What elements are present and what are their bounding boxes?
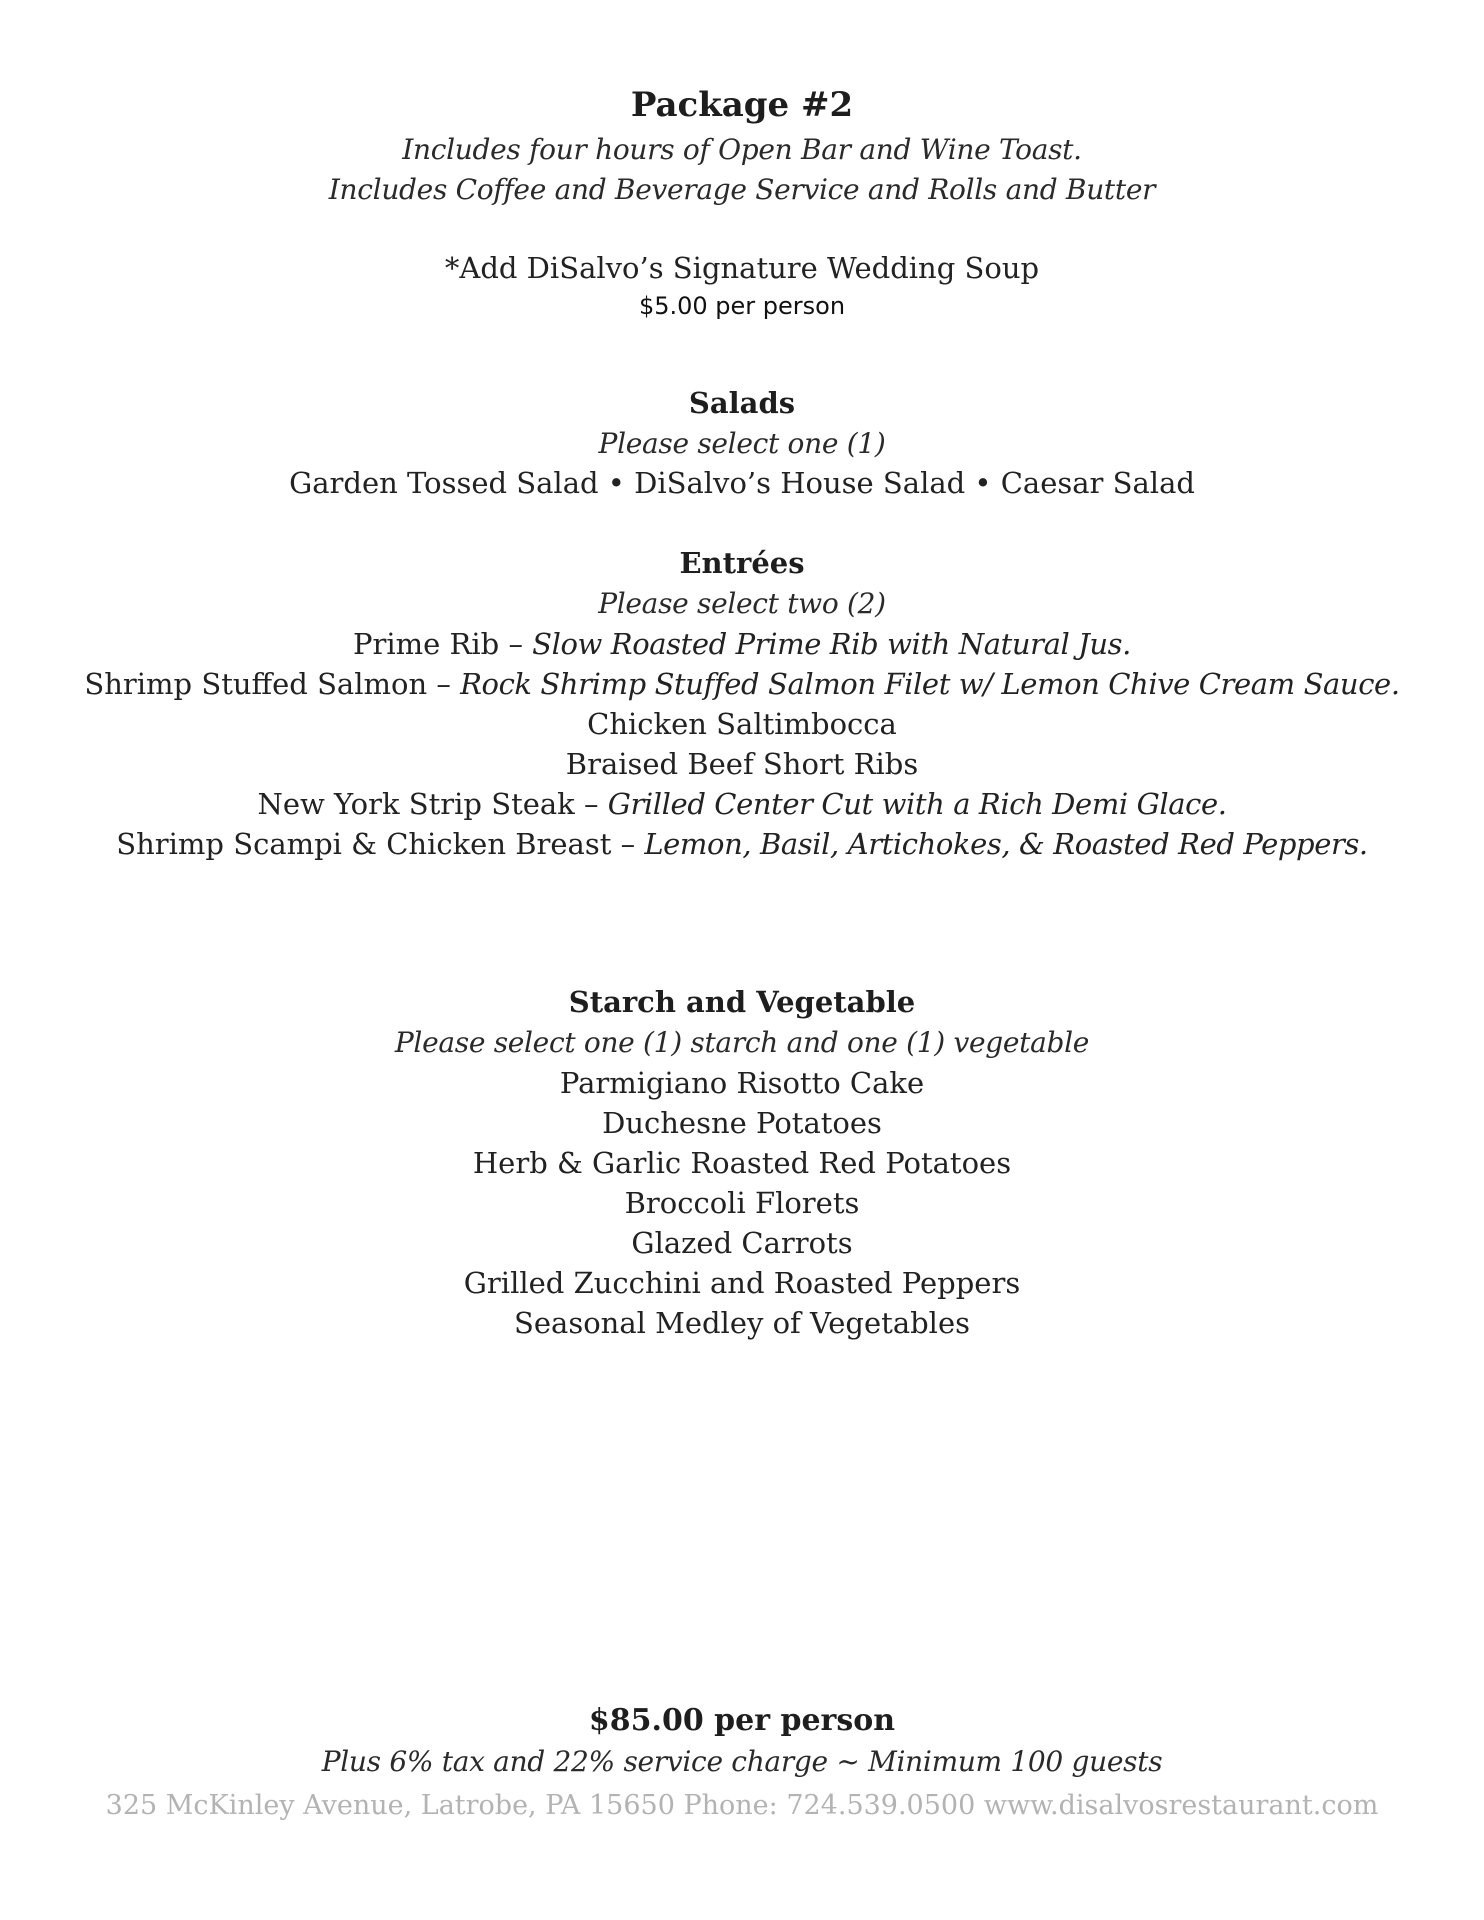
entree-description: Slow Roasted Prime Rib with Natural Jus.	[532, 627, 1131, 661]
salad-options: Garden Tossed Salad • DiSalvo’s House Salad • Caesar Salad	[289, 466, 1195, 500]
package-price: $85.00 per person	[588, 1703, 896, 1738]
entree-item	[0, 627, 1484, 661]
package-title: Package #2	[630, 85, 854, 125]
sides-heading: Starch and Vegetable	[568, 985, 916, 1019]
salads-instruction: Please select one (1)	[598, 427, 886, 460]
entree-item	[0, 747, 1484, 781]
entree-name: Braised Beef Short Ribs	[565, 747, 919, 781]
salads-heading: Salads	[688, 386, 796, 420]
package-includes-bar: Includes four hours of Open Bar and Wine Toast.	[402, 133, 1082, 166]
entree-name: Chicken Saltimbocca	[587, 707, 897, 741]
entree-description: Lemon, Basil, Artichokes, & Roasted Red Peppers.	[644, 827, 1368, 861]
entree-item	[0, 667, 1484, 701]
package-includes-service: Includes Coffee and Beverage Service and Rolls and Butter	[328, 173, 1156, 206]
side-item: Grilled Zucchini and Roasted Peppers	[463, 1266, 1021, 1300]
pricing-terms: Plus 6% tax and 22% service charge ~ Minimum 100 guests	[321, 1745, 1163, 1778]
side-item: Glazed Carrots	[631, 1226, 853, 1260]
entree-description: Grilled Center Cut with a Rich Demi Glace.	[607, 787, 1227, 821]
side-item: Broccoli Florets	[624, 1186, 860, 1220]
entree-name: Shrimp Stuffed Salmon –	[84, 667, 461, 701]
entree-item	[0, 707, 1484, 741]
entree-description: Rock Shrimp Stuffed Salmon Filet w/ Lemon Chive Cream Sauce.	[460, 667, 1400, 701]
entree-name: Prime Rib –	[353, 627, 533, 661]
entree-item	[0, 787, 1484, 821]
entrees-heading: Entrées	[679, 546, 805, 580]
soup-addon-price: $5.00 per person	[638, 292, 846, 320]
side-item: Duchesne Potatoes	[602, 1106, 882, 1140]
entree-name: Shrimp Scampi & Chicken Breast –	[116, 827, 645, 861]
side-item: Herb & Garlic Roasted Red Potatoes	[472, 1146, 1012, 1180]
sides-instruction: Please select one (1) starch and one (1) vegetable	[394, 1026, 1090, 1059]
side-item: Parmigiano Risotto Cake	[559, 1066, 925, 1100]
side-item: Seasonal Medley of Vegetables	[514, 1306, 970, 1340]
entree-item	[0, 827, 1484, 861]
footer-contact: 325 McKinley Avenue, Latrobe, PA 15650 Phone: 724.539.0500 www.disalvosrestaurant.com	[105, 1790, 1379, 1821]
entrees-instruction: Please select two (2)	[598, 587, 886, 620]
soup-addon: *Add DiSalvo’s Signature Wedding Soup	[444, 251, 1040, 285]
entree-name: New York Strip Steak –	[257, 787, 608, 821]
